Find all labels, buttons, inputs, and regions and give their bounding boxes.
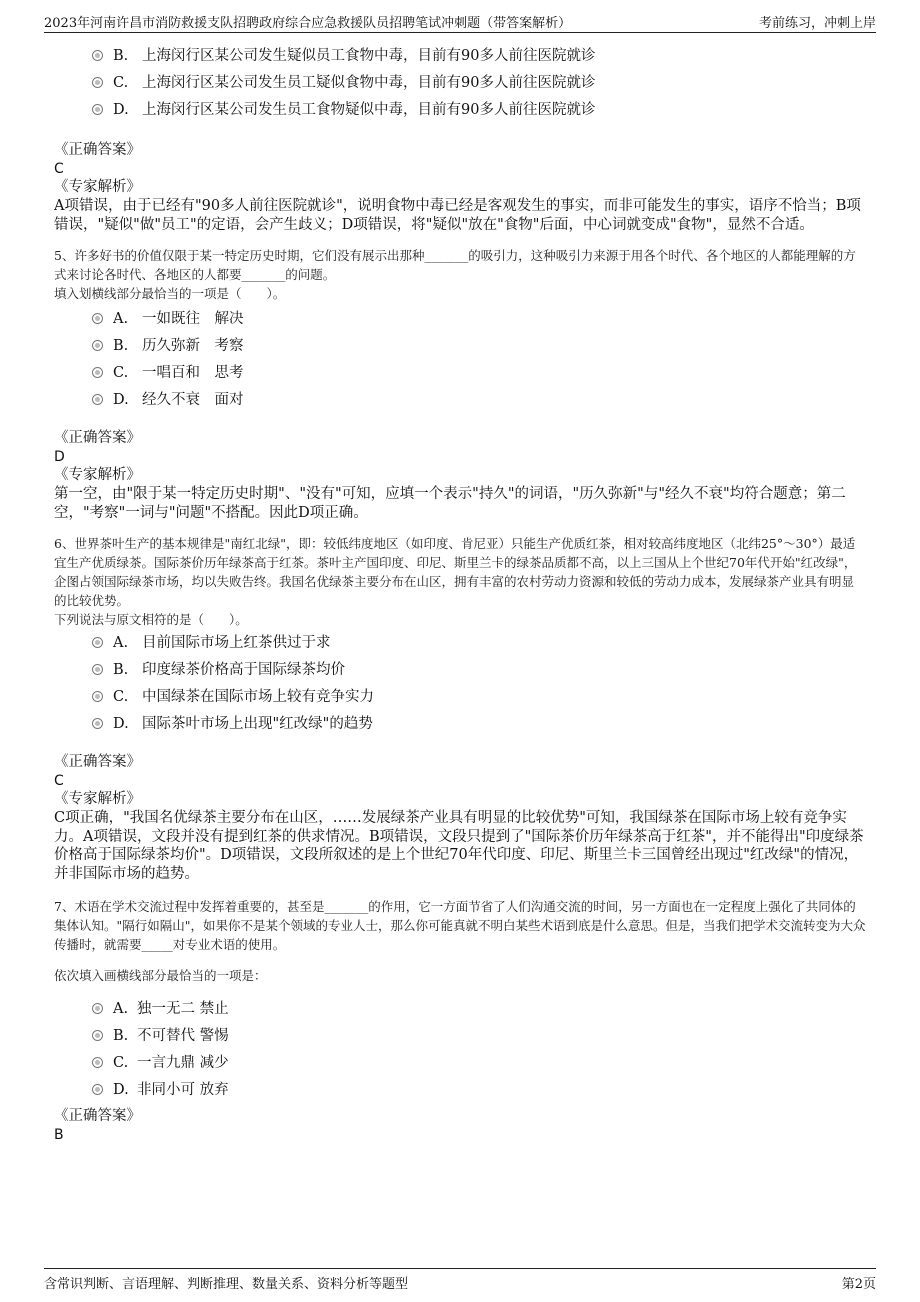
option-text: 国际茶叶市场上出现"红改绿"的趋势	[142, 716, 373, 732]
option-letter: B.	[113, 338, 129, 354]
option-text: 上海闵行区某公司发生员工疑似食物中毒，目前有90多人前往医院就诊	[142, 75, 596, 91]
radio-icon[interactable]	[92, 1057, 103, 1068]
radio-icon[interactable]	[92, 340, 103, 351]
option-letter: B.	[113, 662, 129, 678]
page-number: 第2页	[841, 1277, 876, 1292]
radio-icon[interactable]	[92, 394, 103, 405]
option-text: 独一无二 禁止	[137, 1001, 229, 1017]
answer-label: 《正确答案》	[54, 1108, 141, 1124]
q6-option-b[interactable]	[92, 658, 866, 685]
q4-option-d[interactable]	[92, 98, 866, 125]
radio-icon[interactable]	[92, 664, 103, 675]
question-stem: 7、术语在学术交流过程中发挥着重要的，甚至是_______的作用，它一方面节省了人们沟通交流的时间，另一方面也在一定程度上强化了共同体的集体认知。"隔行如隔山"，如果你不是某个领域的专业人士，那么你可能真就不明白某些术语到底是什么意思。但是，当我们把学术交流转变为大众传播时，就需要_____对专业术语的使用。	[54, 899, 866, 952]
analysis-text: 第一空，由"限于某一特定历史时期"、"没有"可知，应填一个表示"持久"的词语，"历久弥新"与"经久不衰"均符合题意；第二空，"考察"一词与"问题"不搭配。因此D项正确。	[54, 486, 846, 521]
header-slogan: 考前练习，冲刺上岸	[758, 16, 876, 31]
option-text: 一言九鼎 减少	[137, 1055, 229, 1071]
q5-option-b[interactable]	[92, 334, 866, 361]
option-text: 不可替代 警惕	[137, 1028, 229, 1044]
q4-options	[54, 44, 866, 125]
q7-option-d[interactable]	[92, 1078, 866, 1105]
page-header	[44, 8, 876, 33]
radio-icon[interactable]	[92, 104, 103, 115]
correct-answer: C	[54, 773, 64, 789]
option-letter: C.	[113, 365, 129, 381]
q4-option-c[interactable]	[92, 71, 866, 98]
option-letter: A.	[113, 635, 129, 651]
option-letter: D.	[113, 1082, 129, 1098]
q5-option-a[interactable]	[92, 307, 866, 334]
analysis-label: 《专家解析》	[54, 179, 141, 195]
q7-option-a[interactable]	[92, 997, 866, 1024]
question-prompt: 填入划横线部分最恰当的一项是（ ）。	[54, 286, 286, 301]
option-text: 一唱百和 思考	[142, 365, 244, 381]
option-text: 历久弥新 考察	[142, 338, 244, 354]
analysis-text: A项错误，由于已经有"90多人前往医院就诊"，说明食物中毒已经是客观发生的事实，而非可能发生的事实，语序不恰当；B项错误，"疑似"做"员工"的定语，会产生歧义；D项错误，将"疑似"放在"食物"后面，中心词就变成"食物"，显然不合适。	[54, 198, 861, 233]
radio-icon[interactable]	[92, 313, 103, 324]
option-text: 上海闵行区某公司发生疑似员工食物中毒，目前有90多人前往医院就诊	[142, 48, 596, 64]
radio-icon[interactable]	[92, 1030, 103, 1041]
radio-icon[interactable]	[92, 50, 103, 61]
q5-option-d[interactable]	[92, 388, 866, 415]
q6-option-c[interactable]	[92, 685, 866, 712]
option-text: 经久不衰 面对	[142, 392, 244, 408]
correct-answer: D	[54, 449, 65, 465]
answer-label: 《正确答案》	[54, 142, 141, 158]
q4-option-b[interactable]	[92, 44, 866, 71]
analysis-text: C项正确，"我国名优绿茶主要分布在山区，……发展绿茶产业具有明显的比较优势"可知，我国绿茶在国际市场上较有竞争实力。A项错误，文段并没有提到红茶的供求情况。B项错误，文段只提到了"国际茶价历年绿茶高于红茶"，并不能得出"印度绿茶价格高于国际绿茶均价"。D项错误，文段所叙述的是上个世纪70年代印度、印尼、斯里兰卡三国曾经出现过"红改绿"的情况，并非国际市场的趋势。	[54, 810, 864, 882]
q7-options	[54, 997, 866, 1105]
q5-options	[54, 307, 866, 415]
analysis-label: 《专家解析》	[54, 467, 141, 483]
radio-icon[interactable]	[92, 718, 103, 729]
option-letter: C.	[113, 1055, 129, 1071]
radio-icon[interactable]	[92, 1084, 103, 1095]
option-letter: A.	[113, 311, 129, 327]
option-letter: C.	[113, 75, 129, 91]
question-stem: 5、许多好书的价值仅限于某一特定历史时期，它们没有展示出那种_______的吸引力，这种吸引力来源于用各个时代、各个地区的人都能理解的方式来讨论各时代、各地区的人都要_______的问题。	[54, 248, 856, 282]
page-footer	[44, 1268, 876, 1299]
q6-options	[54, 631, 866, 739]
option-letter: B.	[113, 1028, 129, 1044]
option-text: 上海闵行区某公司发生员工食物疑似中毒，目前有90多人前往医院就诊	[142, 102, 596, 118]
option-text: 非同小可 放弃	[137, 1082, 229, 1098]
option-text: 一如既往 解决	[142, 311, 244, 327]
analysis-label: 《专家解析》	[54, 791, 141, 807]
radio-icon[interactable]	[92, 77, 103, 88]
page-content	[54, 44, 866, 1144]
option-letter: C.	[113, 689, 129, 705]
option-text: 印度绿茶价格高于国际绿茶均价	[142, 662, 345, 678]
q6-option-a[interactable]	[92, 631, 866, 658]
option-letter: B.	[113, 48, 129, 64]
q7-option-c[interactable]	[92, 1051, 866, 1078]
option-letter: A.	[113, 1001, 129, 1017]
correct-answer: B	[54, 1127, 64, 1143]
option-letter: D.	[113, 716, 129, 732]
radio-icon[interactable]	[92, 1003, 103, 1014]
option-letter: D.	[113, 102, 129, 118]
answer-label: 《正确答案》	[54, 430, 141, 446]
radio-icon[interactable]	[92, 367, 103, 378]
option-letter: D.	[113, 392, 129, 408]
option-text: 中国绿茶在国际市场上较有竞争实力	[142, 689, 374, 705]
q5-option-c[interactable]	[92, 361, 866, 388]
question-prompt: 下列说法与原文相符的是（ ）。	[54, 612, 248, 627]
footer-categories: 含常识判断、言语理解、判断推理、数量关系、资料分析等题型	[44, 1277, 409, 1292]
document-title: 2023年河南许昌市消防救援支队招聘政府综合应急救援队员招聘笔试冲刺题（带答案解析）	[44, 16, 572, 31]
correct-answer: C	[54, 161, 64, 177]
radio-icon[interactable]	[92, 691, 103, 702]
q7-option-b[interactable]	[92, 1024, 866, 1051]
answer-label: 《正确答案》	[54, 754, 141, 770]
question-prompt: 依次填入画横线部分最恰当的一项是：	[54, 968, 267, 983]
option-text: 目前国际市场上红茶供过于求	[142, 635, 331, 651]
q6-option-d[interactable]	[92, 712, 866, 739]
radio-icon[interactable]	[92, 637, 103, 648]
question-stem: 6、世界茶叶生产的基本规律是"南红北绿"，即：较低纬度地区（如印度、肯尼亚）只能生产优质红茶，相对较高纬度地区（北纬25°～30°）最适宜生产优质绿茶。国际茶价历年绿茶高于红茶。茶叶主产国印度、印尼、斯里兰卡的绿茶品质都不高，以上三国从上个世纪70年代开始"红改绿"，企图占领国际绿茶市场，均以失败告终。我国名优绿茶主要分布在山区，拥有丰富的农村劳动力资源和较低的劳动力成本，发展绿茶产业具有明显的比较优势。	[54, 536, 857, 608]
